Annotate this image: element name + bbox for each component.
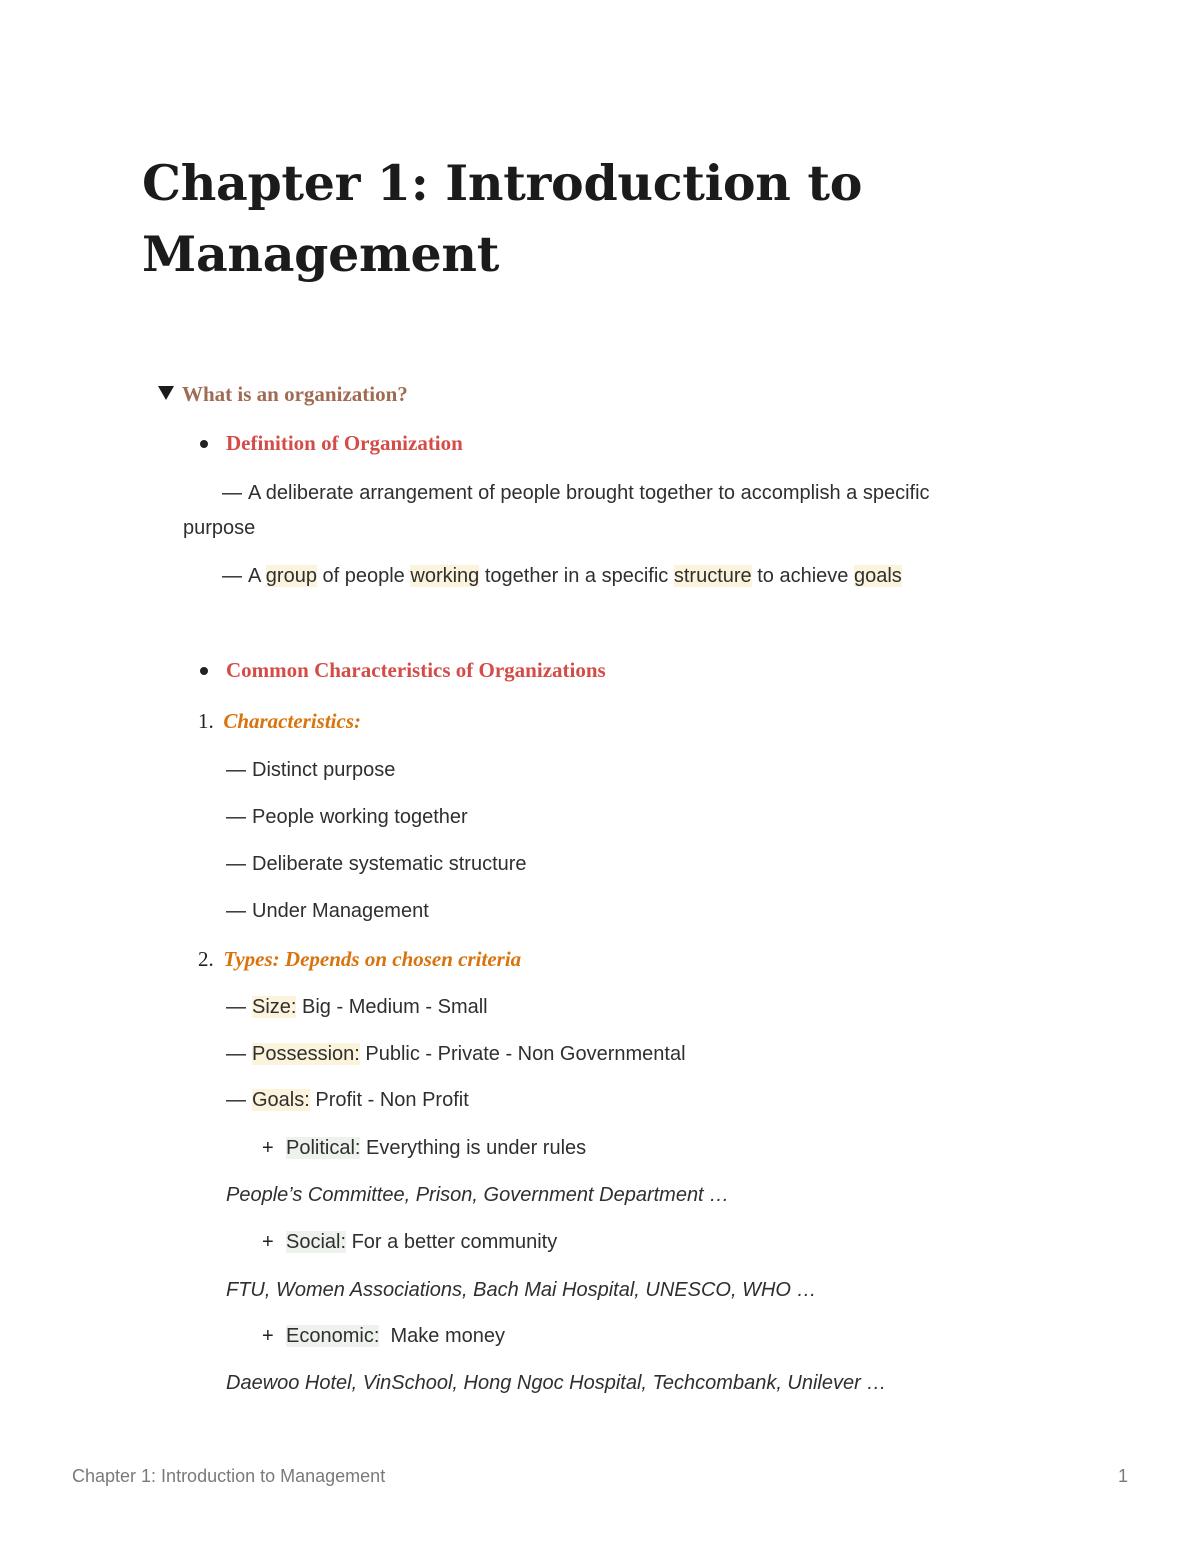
social-value: For a better community <box>346 1231 558 1253</box>
economic-examples: Daewoo Hotel, VinSchool, Hong Ngoc Hospital, Techcombank, Unilever … <box>226 1372 887 1394</box>
item-text: Deliberate systematic structure <box>252 853 527 875</box>
plus: + <box>262 1231 274 1253</box>
text: to achieve <box>751 565 854 587</box>
dash: — <box>222 565 242 587</box>
highlight-structure: structure <box>673 565 752 587</box>
dash: — <box>226 759 246 781</box>
text: together in a specific <box>479 565 674 587</box>
characteristics-label: Characteristics: <box>223 709 361 733</box>
common-heading: Common Characteristics of Organizations <box>226 658 606 682</box>
possession-key: Possession: <box>252 1043 360 1065</box>
highlight-group: group <box>265 565 317 587</box>
definition-heading: Definition of Organization <box>226 431 463 455</box>
dash: — <box>226 806 246 828</box>
goal-social <box>262 1228 557 1256</box>
list-item <box>226 756 395 784</box>
number: 2. <box>198 947 214 971</box>
political-value: Everything is under rules <box>360 1137 587 1159</box>
footer-title: Chapter 1: Introduction to Management <box>72 1466 386 1486</box>
goals-value: Profit - Non Profit <box>309 1089 469 1111</box>
definition-line-1 <box>222 479 930 507</box>
dash: — <box>222 482 242 504</box>
bullet-icon <box>200 440 208 448</box>
item-text: Distinct purpose <box>252 759 396 781</box>
possession-value: Public - Private - Non Governmental <box>359 1043 686 1065</box>
list-item <box>226 897 429 925</box>
item-text: People working together <box>252 806 468 828</box>
page-number: 1 <box>1117 1466 1128 1486</box>
economic-key: Economic: <box>286 1325 380 1347</box>
toggle-label: What is an organization? <box>182 382 408 406</box>
social-key: Social: <box>286 1231 347 1253</box>
numbered-item-2 <box>198 945 521 974</box>
dash: — <box>226 1089 246 1111</box>
item-text: Under Management <box>252 900 429 922</box>
size-value: Big - Medium - Small <box>296 996 488 1018</box>
definition-text-1: A deliberate arrangement of people brought together to accomplish a specific <box>248 482 930 504</box>
plus: + <box>262 1137 274 1159</box>
political-key: Political: <box>286 1137 361 1159</box>
type-size <box>226 993 488 1021</box>
text: A <box>248 565 266 587</box>
highlight-goals: goals <box>853 565 902 587</box>
highlight-working: working <box>410 565 480 587</box>
text: of people <box>316 565 411 587</box>
social-examples: FTU, Women Associations, Bach Mai Hospital, UNESCO, WHO … <box>226 1279 817 1301</box>
dash: — <box>226 900 246 922</box>
number: 1. <box>198 709 214 733</box>
plus: + <box>262 1325 274 1347</box>
numbered-item-1 <box>198 707 361 736</box>
goal-economic <box>262 1322 505 1350</box>
goals-key: Goals: <box>252 1089 310 1111</box>
dash: — <box>226 853 246 875</box>
goal-political <box>262 1134 586 1162</box>
triangle-down-icon[interactable] <box>158 386 174 400</box>
list-item <box>226 803 468 831</box>
toggle-what-is-organization[interactable] <box>158 380 408 408</box>
definition-line-1-cont: purpose <box>183 517 256 539</box>
bullet-icon <box>200 667 208 675</box>
dash: — <box>226 996 246 1018</box>
page-title: Chapter 1: Introduction to Management <box>142 154 863 283</box>
political-examples: People’s Committee, Prison, Government Department … <box>226 1184 730 1206</box>
list-item <box>226 850 527 878</box>
type-possession <box>226 1040 686 1068</box>
types-label: Types: Depends on chosen criteria <box>223 947 522 971</box>
economic-value: Make money <box>379 1325 505 1347</box>
dash: — <box>226 1043 246 1065</box>
definition-line-2 <box>222 562 902 590</box>
type-goals <box>226 1086 469 1114</box>
size-key: Size: <box>252 996 297 1018</box>
